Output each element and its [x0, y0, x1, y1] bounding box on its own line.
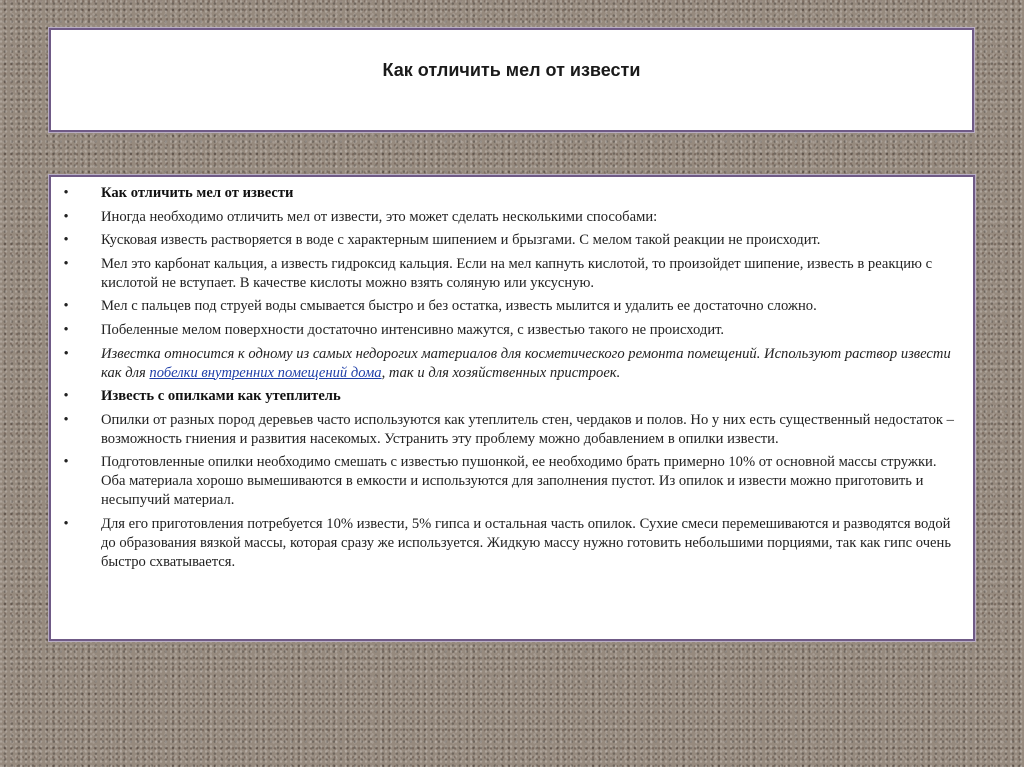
- bullet-text: Побеленные мелом поверхности достаточно интенсивно мажутся, с известью такого не происходит.: [101, 321, 725, 338]
- bullet-text: Кусковая известь растворяется в воде с характерным шипением и брызгами. С мелом такой реакции не происходит.: [101, 232, 821, 249]
- bullet-item-heading-2: [51, 387, 961, 406]
- bullet-text: Известь с опилками как утеплитель: [101, 388, 341, 405]
- bullet-text-before-link: Известка относится к одному из самых недорогих материалов для косметического ремонта помещений. Используют раствор извести как для: [101, 345, 951, 381]
- bullet-text-after-link: , так и для хозяйственных пристроек.: [381, 364, 621, 381]
- bullet-dot-icon: •: [63, 232, 69, 249]
- bullet-item: [51, 231, 961, 250]
- bullet-item: [51, 515, 961, 572]
- bullet-text: Подготовленные опилки необходимо смешать с известью пушонкой, ее необходимо брать примерно 10% от основной массы стружки. Оба материала хорошо вымешиваются в емкости и используются для заполнения пустот. Из опилок и извести можно приготовить и несыпучий материал.: [101, 454, 937, 509]
- bullet-item: [51, 453, 961, 510]
- slide-title: Как отличить мел от извести: [382, 60, 641, 80]
- bullet-dot-icon: •: [63, 185, 69, 201]
- bullet-dot-icon: •: [63, 208, 69, 225]
- bullet-dot-icon: •: [63, 388, 69, 405]
- bullet-dot-icon: •: [63, 411, 69, 428]
- title-box: [49, 28, 974, 132]
- content-box: [49, 175, 975, 641]
- bullet-item: [51, 411, 961, 449]
- bullet-item: [51, 208, 961, 227]
- bullet-dot-icon: •: [63, 515, 69, 532]
- bullet-dot-icon: •: [63, 321, 69, 338]
- bullet-text: Иногда необходимо отличить мел от извести, это может сделать несколькими способами:: [101, 208, 658, 225]
- bullet-item-italic: [51, 345, 961, 383]
- bullet-item: [51, 255, 961, 293]
- bullet-dot-icon: •: [63, 345, 69, 362]
- bullet-text: Мел с пальцев под струей воды смывается быстро и без остатка, известь мылится и удалить ее достаточно сложно.: [101, 298, 817, 315]
- bullet-dot-icon: •: [63, 454, 69, 471]
- whitewashing-link[interactable]: побелки внутренних помещений дома: [149, 364, 382, 381]
- bullet-item-heading-1: [51, 184, 961, 203]
- bullet-text: Опилки от разных пород деревьев часто используются как утеплитель стен, чердаков и полов. Но у них есть существенный недостаток – возможность гниения и развития насекомых. Устранить эту проблему можно добавлением в опилки извести.: [101, 411, 954, 447]
- bullet-list: [51, 177, 973, 572]
- bullet-text: Как отличить мел от извести: [101, 185, 294, 201]
- bullet-text: Для его приготовления потребуется 10% извести, 5% гипса и остальная часть опилок. Сухие смеси перемешиваются и разводятся водой до образования вязкой массы, которая сразу же используется. Жидкую массу нужно готовить небольшими порциями, так как гипс очень быстро схватывается.: [101, 515, 951, 570]
- bullet-dot-icon: •: [63, 255, 69, 272]
- bullet-item: [51, 297, 961, 316]
- bullet-dot-icon: •: [63, 298, 69, 315]
- bullet-item: [51, 321, 961, 340]
- bullet-text: Мел это карбонат кальция, а известь гидроксид кальция. Если на мел капнуть кислотой, то произойдет шипение, известь в реакцию с кислотой не вступает. В качестве кислоты можно взять соляную или уксусную.: [101, 255, 933, 291]
